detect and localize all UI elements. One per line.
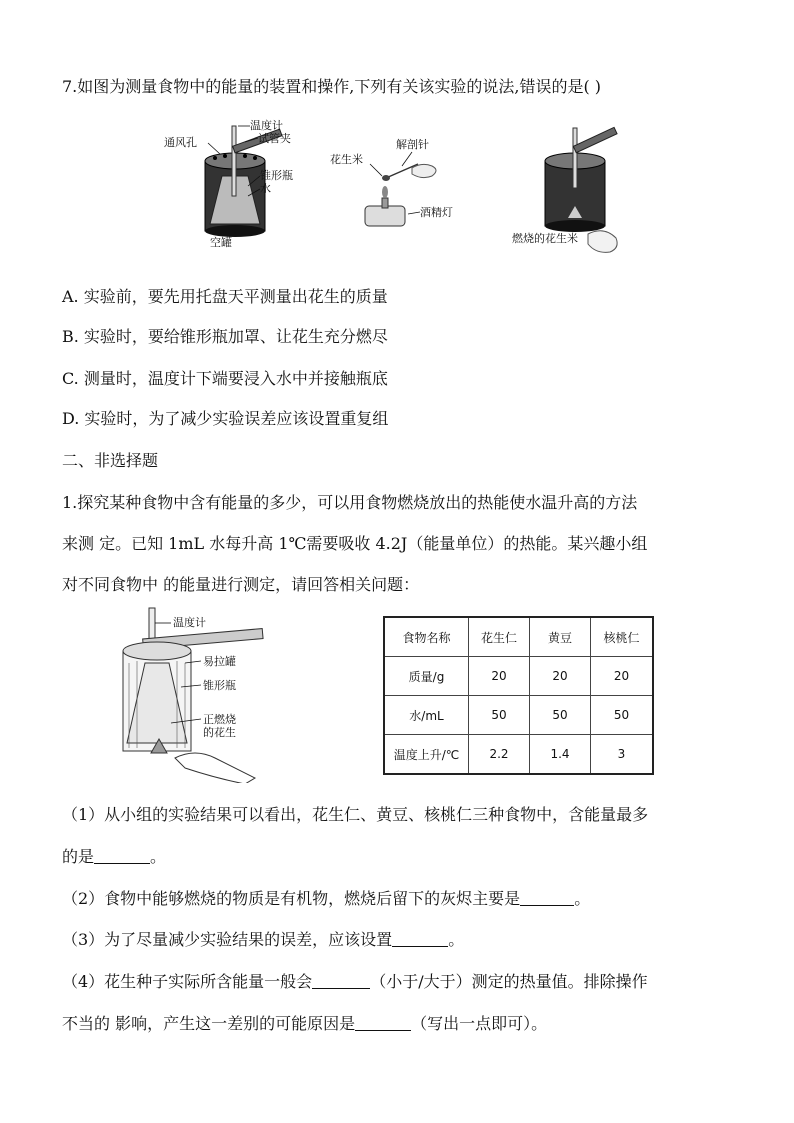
fig2-label-flask: 锥形瓶 (203, 679, 236, 692)
label-peanut: 花生米 (330, 153, 363, 166)
q7-option-a: A. 实验前，要先用托盘天平测量出花生的质量 (62, 287, 388, 306)
table-cell: 3 (591, 735, 654, 775)
q1-sub2 (62, 886, 590, 909)
q1-sub4-text-4: （写出一点即可）。 (411, 1014, 548, 1033)
table-cell: 1.4 (530, 735, 591, 775)
table-cell: 温度上升/℃ (384, 735, 469, 775)
q1-sub1-line-1: （1）从小组的实验结果可以看出，花生仁、黄豆、核桃仁三种食物中，含能量最多 (62, 805, 649, 824)
table-row (384, 696, 653, 735)
table-header-row (384, 617, 653, 657)
table-cell: 20 (591, 657, 654, 696)
q1-sub4-line-2 (62, 1011, 547, 1034)
q1-stem-line-2: 来测 定。已知 1mL 水每升高 1℃需要吸收 4.2J（能量单位）的热能。某兴趣小组 (62, 534, 648, 553)
q1-sub3-text: （3）为了尽量减少实验结果的误差，应该设置 (62, 930, 393, 949)
answer-blank-4[interactable] (312, 974, 370, 989)
table-header-cell: 核桃仁 (591, 617, 654, 657)
fig2-label-burning-peanut-1: 正燃烧 (203, 713, 236, 726)
table-cell: 50 (530, 696, 591, 735)
table-cell: 2.2 (469, 735, 530, 775)
section-title: 二、非选择题 (62, 451, 159, 470)
q1-sub4-text-1: （4）花生种子实际所含能量一般会 (62, 972, 313, 991)
fig2-label-can: 易拉罐 (203, 655, 236, 668)
q7-apparatus-figure (150, 106, 630, 258)
q1-apparatus-figure (115, 603, 275, 783)
table-cell: 质量/g (384, 657, 469, 696)
table-header-cell: 食物名称 (384, 617, 469, 657)
food-energy-table (383, 616, 654, 775)
answer-blank-3[interactable] (392, 932, 448, 947)
q1-stem-line-3: 对不同食物中 的能量进行测定，请回答相关问题： (62, 575, 420, 594)
label-empty-can: 空罐 (210, 236, 232, 249)
q1-sub4-text-3: 不当的 影响，产生这一差别的可能原因是 (62, 1014, 356, 1033)
q1-sub2-text: （2）食物中能够燃烧的物质是有机物，燃烧后留下的灰烬主要是 (62, 889, 521, 908)
label-thermometer: 温度计 (250, 119, 283, 132)
table-row (384, 657, 653, 696)
table-header-cell: 黄豆 (530, 617, 591, 657)
fig2-label-burning-peanut-2: 的花生 (203, 726, 236, 739)
q1-sub1-end: 。 (150, 847, 167, 866)
q7-stem: 7.如图为测量食物中的能量的装置和操作,下列有关该实验的说法,错误的是( ) (62, 77, 602, 96)
table-cell: 20 (469, 657, 530, 696)
label-flask: 锥形瓶 (260, 169, 293, 182)
label-vent: 通风孔 (164, 136, 197, 149)
q1-sub4-line-1 (62, 969, 648, 992)
q7-option-d: D. 实验时，为了减少实验误差应该设置重复组 (62, 409, 389, 428)
q1-sub1-text: 的是 (62, 847, 95, 866)
q1-sub4-text-2: （小于/大于）测定的热量值。排除操作 (370, 972, 648, 991)
table-cell: 50 (469, 696, 530, 735)
q1-sub1-line-2 (62, 844, 166, 867)
table-cell: 50 (591, 696, 654, 735)
label-water: 水 (260, 182, 271, 195)
q1-sub2-end: 。 (574, 889, 591, 908)
q1-sub3 (62, 927, 464, 950)
q1-sub3-end: 。 (448, 930, 465, 949)
answer-blank-1[interactable] (94, 849, 150, 864)
answer-blank-5[interactable] (355, 1016, 411, 1031)
table-cell: 水/mL (384, 696, 469, 735)
q7-option-b: B. 实验时，要给锥形瓶加罩、让花生充分燃尽 (62, 327, 388, 346)
table-cell: 20 (530, 657, 591, 696)
fig2-label-thermometer: 温度计 (173, 616, 206, 629)
label-dissecting-needle: 解剖针 (396, 138, 429, 151)
answer-blank-2[interactable] (520, 891, 574, 906)
table-row (384, 735, 653, 775)
q7-option-c: C. 测量时，温度计下端要浸入水中并接触瓶底 (62, 369, 388, 388)
table-header-cell: 花生仁 (469, 617, 530, 657)
label-alcohol-lamp: 酒精灯 (420, 206, 453, 219)
label-test-tube-clamp: 试管夹 (258, 132, 291, 145)
label-burning-peanut: 燃烧的花生米 (512, 232, 578, 245)
q1-stem-line-1: 1.探究某种食物中含有能量的多少，可以用食物燃烧放出的热能使水温升高的方法 (62, 493, 638, 512)
